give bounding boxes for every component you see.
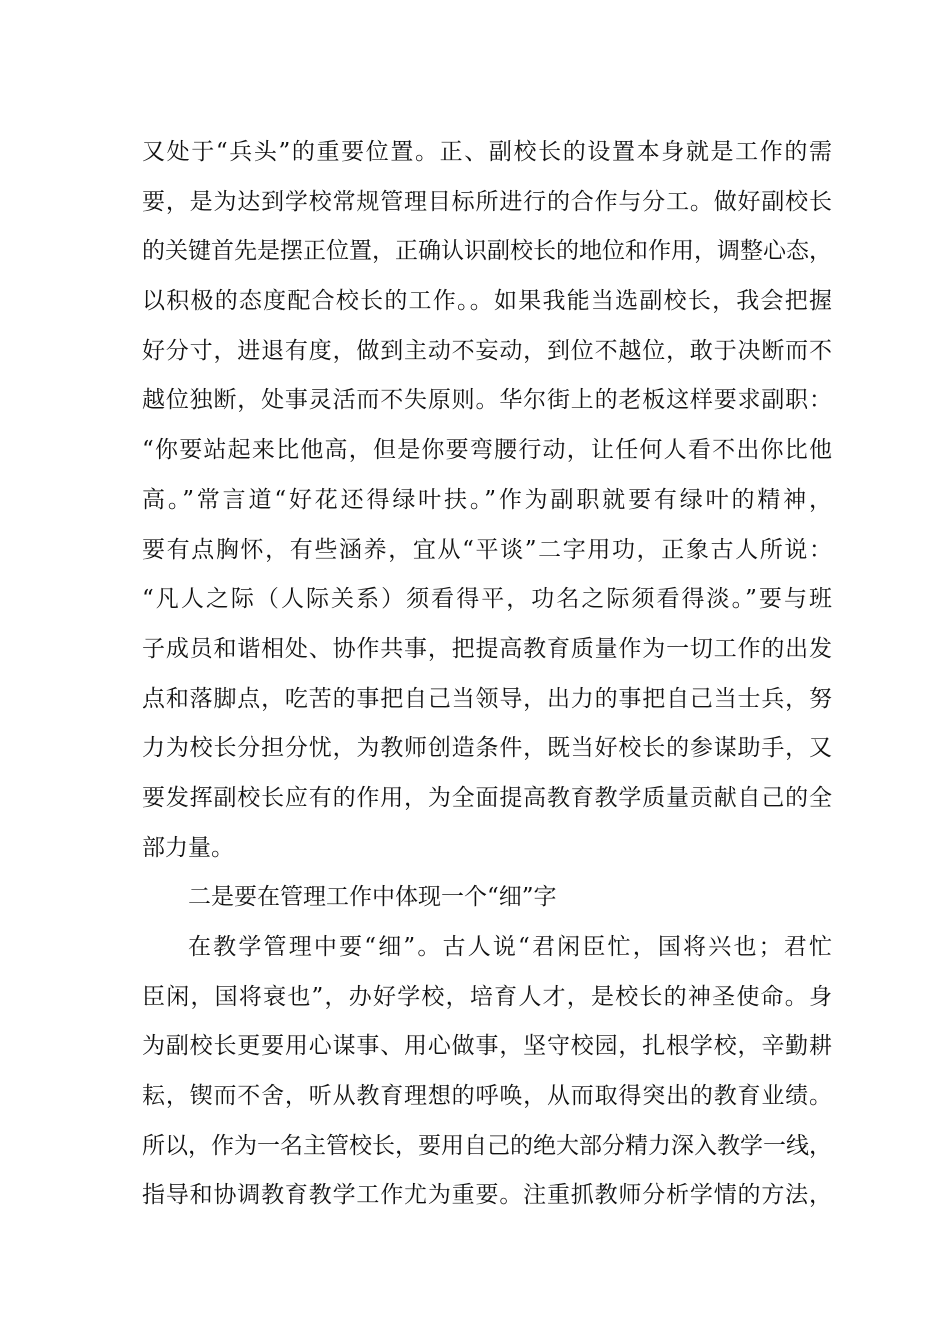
- text-line: 高。”常言道“好花还得绿叶扶。”作为副职就要有绿叶的精神，: [142, 486, 832, 513]
- text-line: “凡人之际（人际关系）须看得平，功名之际须看得淡。”要与班: [142, 586, 832, 613]
- text-line: 耘，锲而不舍，听从教育理想的呼唤，从而取得突出的教育业绩。: [142, 1083, 832, 1110]
- text-line: 子成员和谐相处、协作共事，把提高教育质量作为一切工作的出发: [142, 635, 832, 662]
- text-line: 在教学管理中要“细”。古人说“君闲臣忙，国将兴也；君忙: [188, 934, 832, 960]
- text-line: 为副校长更要用心谋事、用心做事，坚守校园，扎根学校，辛勤耕: [142, 1033, 832, 1060]
- text-line: 又处于“兵头”的重要位置。正、副校长的设置本身就是工作的需: [142, 139, 832, 165]
- text-line: 力为校长分担分忧，为教师创造条件，既当好校长的参谋助手，又: [142, 735, 832, 762]
- text-line: 以积极的态度配合校长的工作。。如果我能当选副校长，我会把握: [142, 288, 832, 315]
- text-line: “你要站起来比他高，但是你要弯腰行动，让任何人看不出你比他: [142, 437, 832, 464]
- text-line: 越位独断，处事灵活而不失原则。华尔街上的老板这样要求副职：: [142, 387, 832, 414]
- text-line: 的关键首先是摆正位置，正确认识副校长的地位和作用，调整心态，: [142, 238, 832, 265]
- body-text: [142, 128, 832, 1221]
- text-line: 点和落脚点，吃苦的事把自己当领导，出力的事把自己当士兵，努: [142, 685, 832, 712]
- text-line: 臣闲，国将衰也”，办好学校，培育人才，是校长的神圣使命。身: [142, 983, 832, 1010]
- text-line: 部力量。: [142, 834, 234, 861]
- text-line: 要，是为达到学校常规管理目标所进行的合作与分工。做好副校长: [142, 188, 832, 215]
- text-line: 好分寸，进退有度，做到主动不妄动，到位不越位，敢于决断而不: [142, 337, 832, 364]
- text-line: 要发挥副校长应有的作用，为全面提高教育教学质量贡献自己的全: [142, 784, 832, 811]
- section-heading: 二是要在管理工作中体现一个“细”字: [188, 884, 557, 911]
- text-line: 要有点胸怀，有些涵养，宜从“平谈”二字用功，正象古人所说：: [142, 536, 832, 563]
- text-line: 指导和协调教育教学工作尤为重要。注重抓教师分析学情的方法，: [142, 1182, 832, 1209]
- text-line: 所以，作为一名主管校长，要用自己的绝大部分精力深入教学一线，: [142, 1132, 832, 1159]
